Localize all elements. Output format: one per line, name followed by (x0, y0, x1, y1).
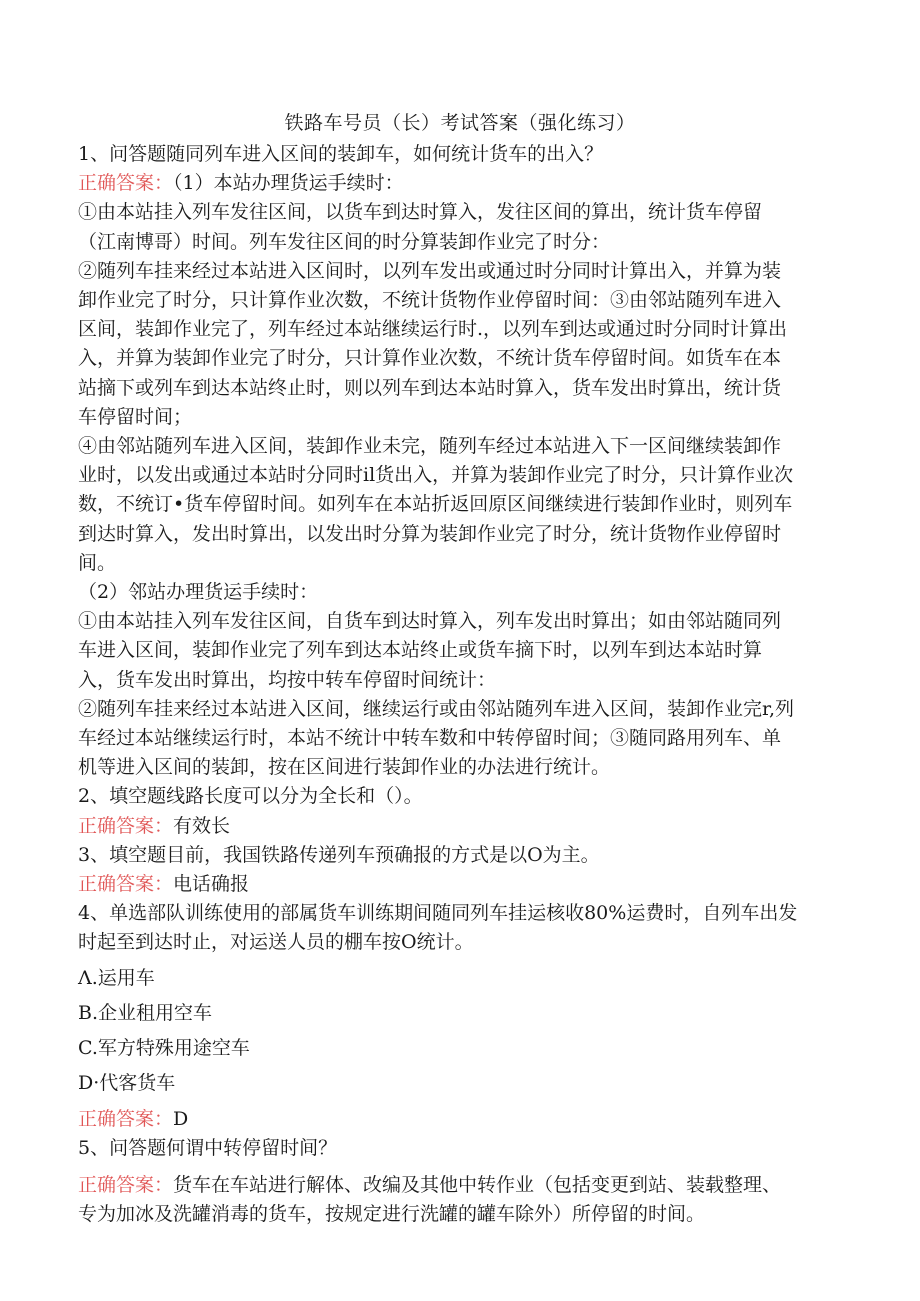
answer-label: 正确答案： (78, 873, 174, 896)
answer-line: 车进入区间，装卸作业完了列车到达本站终止或货车摘下时，以列车到达本站时算 (78, 639, 763, 662)
page-title: 铁路车号员（长）考试答案（强化练习） (284, 112, 636, 134)
answer-subheading: （2）邻站办理货运手续时： (78, 581, 319, 604)
question-3-text: 3、填空题目前，我国铁路传递列车预确报的方式是以O为主。 (78, 843, 600, 866)
answer-line: 车停留时间； (78, 405, 193, 428)
answer-line: 专为加冰及洗罐消毒的货车，按规定进行洗罐的罐车除外）所停留的时间。 (78, 1203, 706, 1226)
answer-line: 站摘下或列车到达本站终止时，则以列车到达本站时算入，货车发出时算出，统计货 (78, 376, 782, 399)
answer-line: 卸作业完了时分，只计算作业次数，不统计货物作业停留时间：③由邻站随列车进入 (78, 289, 782, 312)
question-4-text-cont: 时起至到达时止，对运送人员的棚车按O统计。 (78, 931, 474, 954)
answer-line: ②随列车挂来经过本站进入区间，继续运行或由邻站随列车进入区间，装卸作业完r,列 (78, 697, 795, 720)
answer-line: 到达时算入，发出时算出，以发出时分算为装卸作业完了时分，统计货物作业停留时 (78, 522, 782, 545)
answer-line: 车经过本站继续运行时，本站不统计中转车数和中转停留时间；③随同路用列车、单 (78, 727, 782, 750)
answer-label: 正确答案： (78, 1173, 174, 1196)
answer-line: ④由邻站随列车进入区间，装卸作业未完，随列车经过本站进入下一区间继续装卸作 (78, 435, 782, 458)
question-2-text: 2、填空题线路长度可以分为全长和（）。 (78, 785, 423, 808)
answer-line: 数，不统订•货车停留时间。如列车在本站折返回原区间继续进行装卸作业时，则列车 (78, 493, 793, 516)
answer-line: 业时，以发出或通过本站时分同时il货出入，并算为装卸作业完了时分，只计算作业次 (78, 464, 794, 487)
answer-line: 机等进入区间的装卸，按在区间进行装卸作业的办法进行统计。 (78, 756, 611, 779)
option-b: B.企业租用空车 (78, 1001, 213, 1024)
option-d: D·代客货车 (78, 1072, 176, 1095)
answer-line: ①由本站挂入列车发往区间，自货车到达时算入，列车发出时算出；如由邻站随同列 (78, 610, 782, 633)
answer-heading: （1）本站办理货运手续时： (173, 172, 404, 195)
answer-value: 货车在车站进行解体、改编及其他中转作业（包括变更到站、装载整理、 (173, 1173, 782, 1196)
question-1-answer-row (78, 169, 840, 198)
answer-line: 入，货车发出时算出，均按中转车停留时间统计： (78, 668, 497, 691)
answer-line: 区间，装卸作业完了，列车经过本站继续运行时.，以列车到达或通过时分同时计算出 (78, 318, 788, 341)
answer-label: 正确答案： (78, 1107, 174, 1130)
question-1-text: 1、问答题随同列车进入区间的装卸车，如何统计货车的出入？ (78, 143, 604, 165)
question-4-answer-row (78, 1105, 840, 1134)
question-2-answer-row (78, 812, 840, 841)
option-c: C.军方特殊用途空车 (78, 1037, 250, 1060)
answer-label: 正确答案： (78, 172, 174, 195)
question-3-answer-row (78, 870, 840, 899)
question-4-text: 4、单选部队训练使用的部属货车训练期间随同列车挂运核收80%运费时，自列车出发 (78, 902, 798, 925)
answer-value: 有效长 (173, 814, 231, 837)
document-body (78, 140, 840, 1229)
answer-line: 入，并算为装卸作业完了时分，只计算作业次数，不统计货车停留时间。如货车在本 (78, 347, 782, 370)
question-5-answer-row (78, 1171, 840, 1200)
answer-line: ②随列车挂来经过本站进入区间时，以列车发出或通过时分同时计算出入，并算为装 (78, 259, 782, 282)
answer-line: （江南博哥）时间。列车发往区间的时分算装卸作业完了时分： (78, 230, 611, 253)
option-a: Λ.运用车 (78, 966, 155, 989)
answer-value: 电话确报 (173, 873, 250, 896)
answer-line: ①由本站挂入列车发往区间，以货车到达时算入，发往区间的算出，统计货车停留 (78, 201, 763, 224)
answer-label: 正确答案： (78, 814, 174, 837)
answer-value: D (173, 1107, 189, 1130)
answer-line: 间。 (78, 551, 117, 574)
question-5-text: 5、问答题何谓中转停留时间？ (78, 1136, 338, 1159)
